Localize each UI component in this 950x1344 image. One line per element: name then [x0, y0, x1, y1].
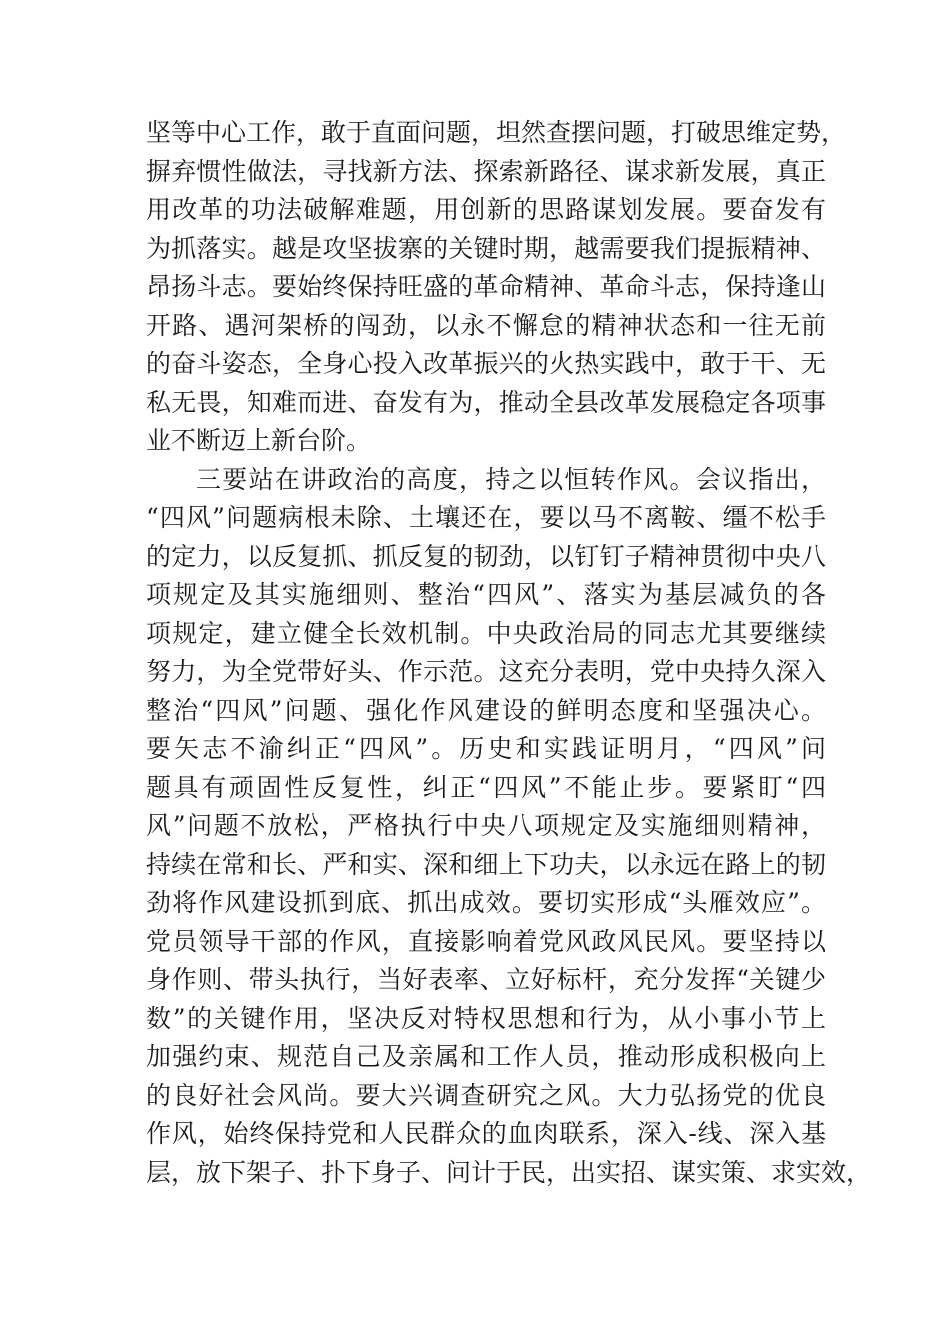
paragraph-start-line: 三要站在讲政治的高度，持之以恒转作风。会议指出，: [196, 464, 826, 494]
text-line: 业不断迈上新台阶。: [146, 426, 372, 455]
text-line: “四风”问题病根未除、土壤还在，要以马不离鞍、缰不松手: [146, 503, 826, 532]
text-line: 项规定及其实施细则、整治“四风”、落实为基层减负的各: [146, 580, 826, 609]
text-line: 身作则、带头执行，当好表率、立好标杆，充分发挥“关键少: [146, 965, 826, 994]
text-line: 私无畏，知难而进、奋发有为，推动全县改革发展稳定各项事: [146, 387, 826, 417]
text-line: 为抓落实。越是攻坚拔寨的关键时期，越需要我们提振精神、: [146, 233, 826, 263]
text-line: 持续在常和长、严和实、深和细上下功夫，以永远在路上的韧: [146, 849, 826, 879]
text-line: 风”问题不放松，严格执行中央八项规定及实施细则精神，: [146, 811, 826, 840]
text-line: 项规定，建立健全长效机制。中央政治局的同志尤其要继续: [146, 618, 826, 648]
text-line: 加强约束、规范自己及亲属和工作人员，推动形成积极向上: [146, 1042, 826, 1071]
text-line: 用改革的功法破解难题，用创新的思路谋划发展。要奋发有: [146, 195, 826, 224]
text-line: 的奋斗姿态，全身心投入改革振兴的火热实践中，敢于干、无: [146, 349, 826, 378]
text-line: 劲将作风建设抓到底、抓出成效。要切实形成“头雁效应”。: [146, 888, 826, 917]
body-text: [146, 114, 872, 1192]
text-line: 题具有顽固性反复性，纠正“四风”不能止步。要紧盯“四: [146, 772, 826, 802]
text-line: 开路、遇河架桥的闯劲，以永不懈怠的精神状态和一往无前: [146, 310, 826, 340]
text-line: 要矢志不渝纠正“四风”。历史和实践证明月，“四风”问: [146, 734, 827, 763]
text-line: 层，放下架子、扑下身子、问计于民，出实招、谋实策、求实效，: [146, 1157, 872, 1187]
text-line: 的良好社会风尚。要大兴调查研究之风。大力弘扬党的优良: [146, 1080, 826, 1110]
text-line: 党员领导干部的作风，直接影响着党风政风民风。要坚持以: [146, 926, 826, 956]
text-line: 作风，始终保持党和人民群众的血肉联系，深入-线、深入基: [146, 1119, 826, 1148]
text-line: 坚等中心工作，敢于直面问题，坦然查摆问题，打破思维定势，: [146, 118, 847, 147]
text-line: 的定力，以反复抓、抓反复的韧劲，以钉钉子精神贯彻中央八: [146, 541, 826, 571]
text-line: 努力，为全党带好头、作示范。这充分表明，党中央持久深入: [146, 657, 826, 686]
text-line: 整治“四风”问题、强化作风建设的鲜明态度和坚强决心。: [146, 695, 826, 725]
text-line: 摒弃惯性做法，寻找新方法、探索新路径、谋求新发展，真正: [146, 156, 826, 186]
text-line: 数”的关键作用，坚决反对特权思想和行为，从小事小节上: [146, 1003, 826, 1033]
text-line: 昂扬斗志。要始终保持旺盛的革命精神、革命斗志，保持逢山: [146, 272, 826, 301]
